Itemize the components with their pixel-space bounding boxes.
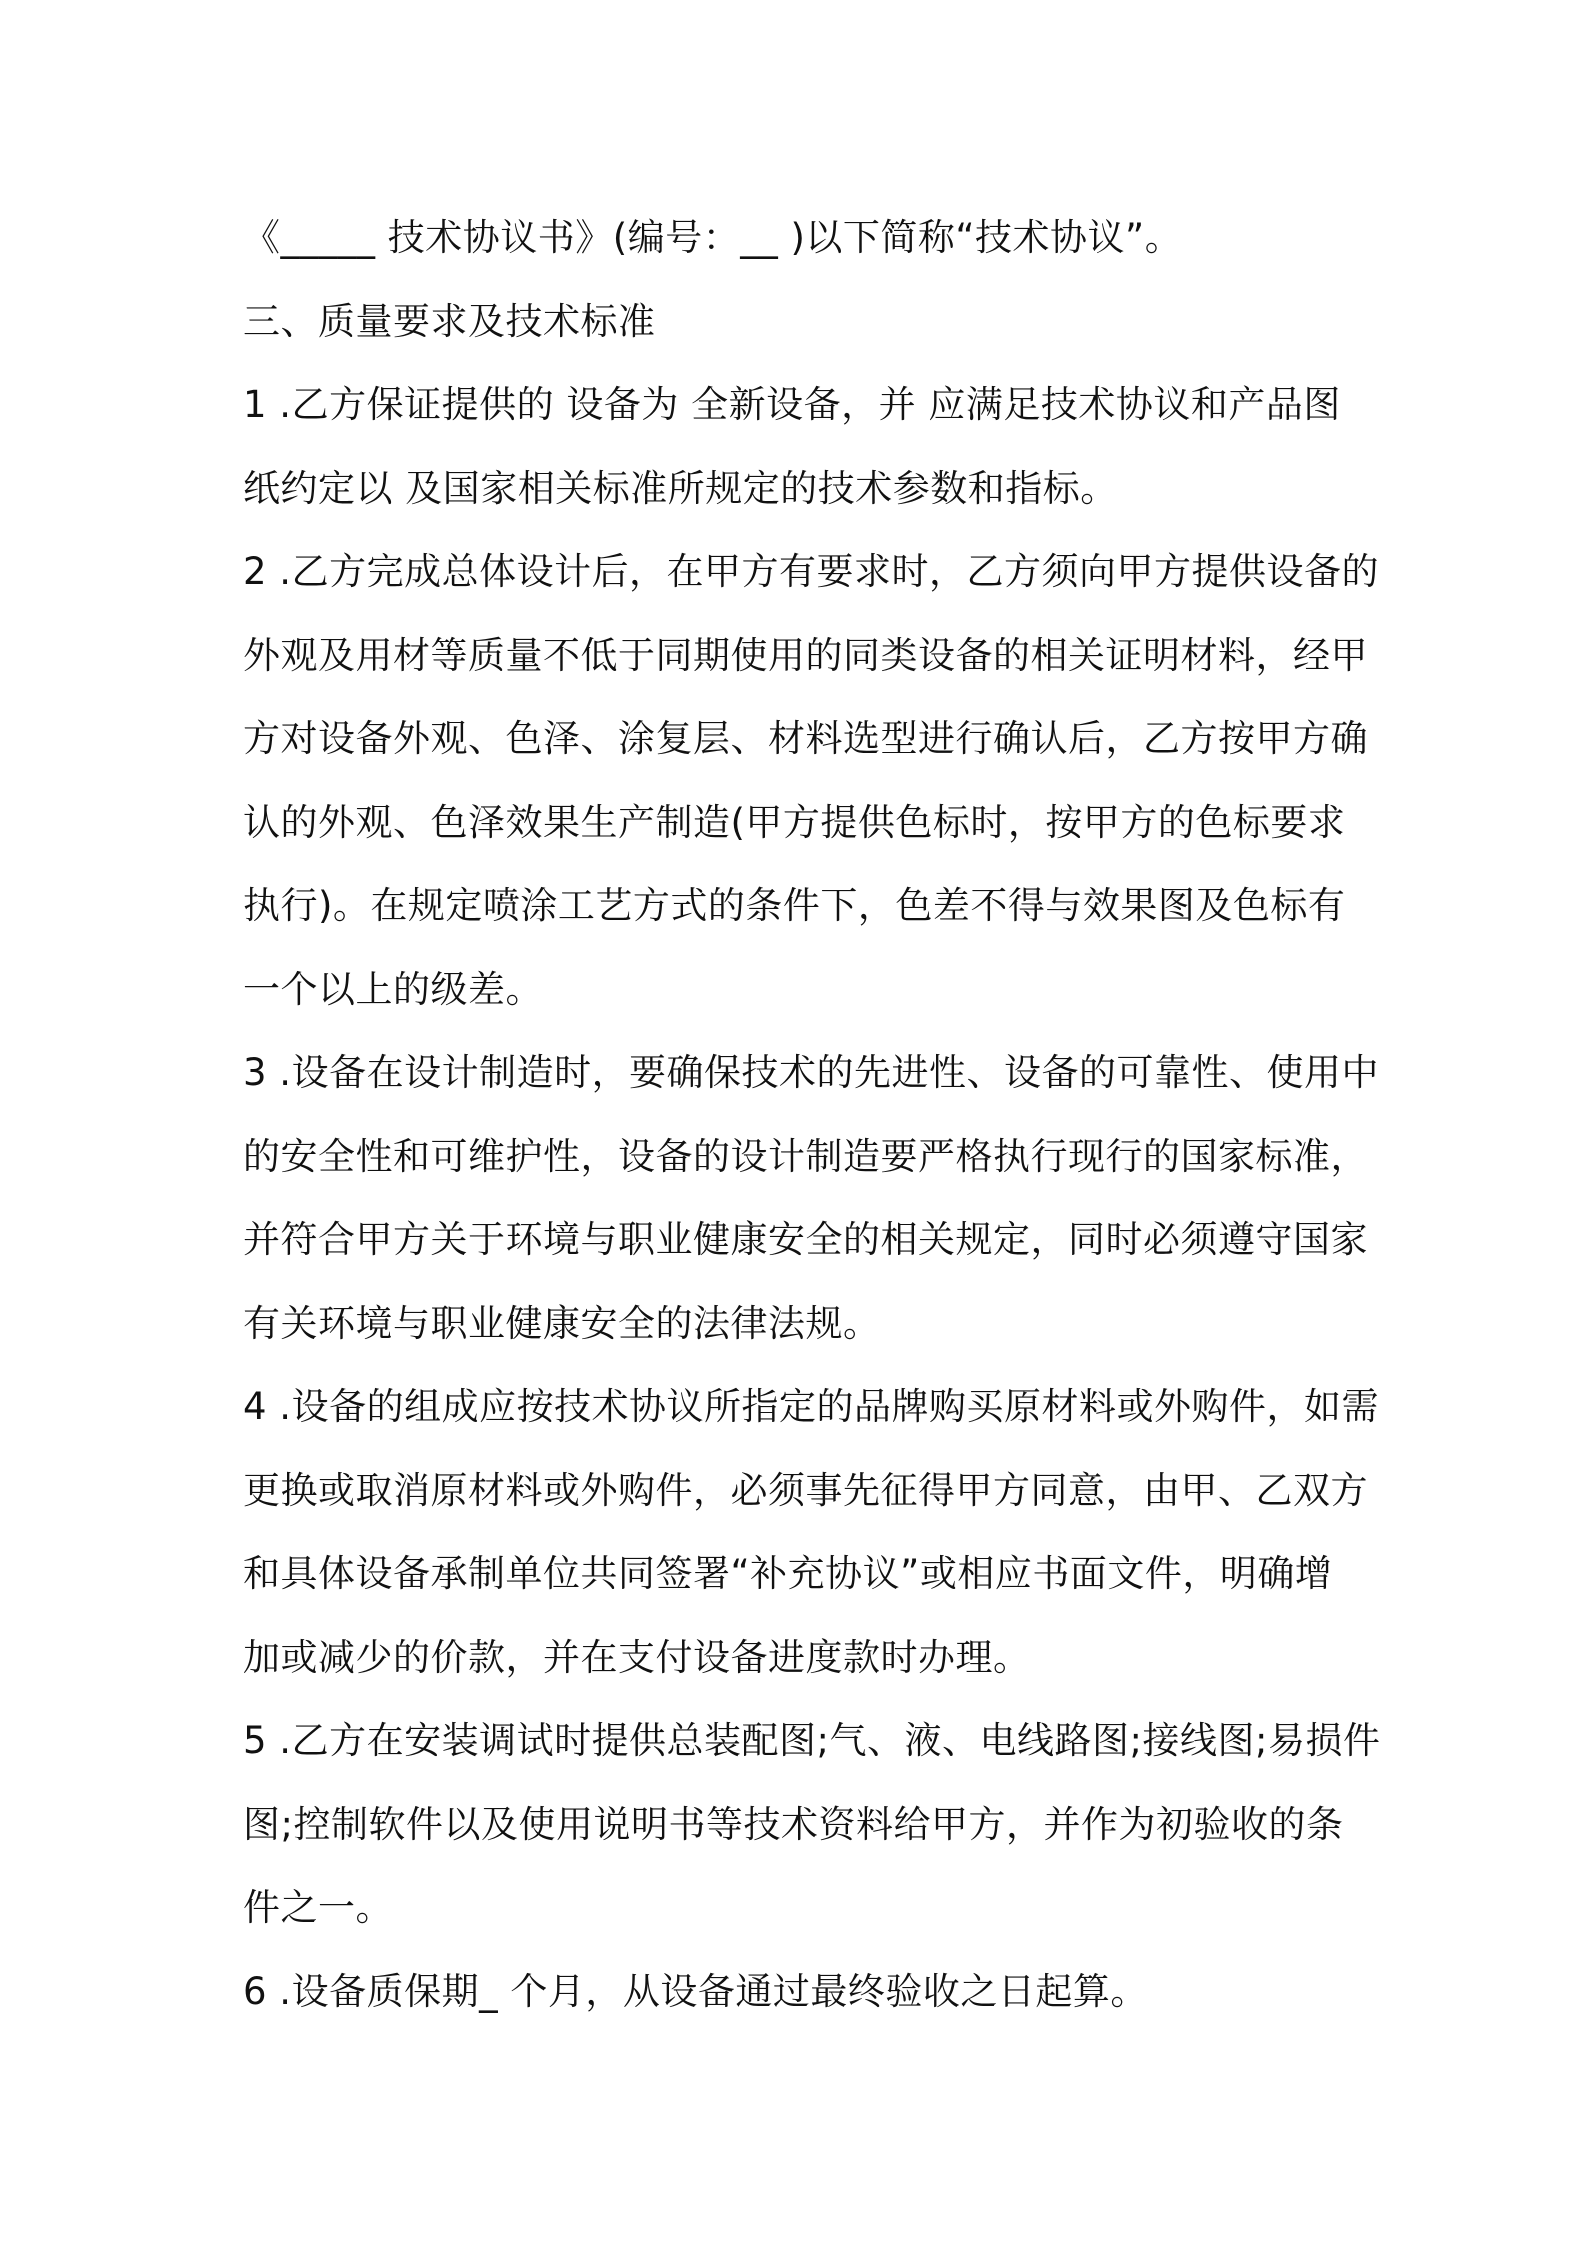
text-line-5: 2 .乙方完成总体设计后，在甲方有要求时，乙方须向甲方提供设备的 [243, 550, 1380, 593]
text-line-1: 《_____ 技术协议书》(编号：__ )以下简称“技术协议”。 [243, 216, 1183, 259]
text-line-21: 件之一。 [243, 1886, 393, 1929]
text-line-18: 加或减少的价款，并在支付设备进度款时办理。 [243, 1635, 1031, 1679]
text-line-4: 纸约定以 及国家相关标准所规定的技术参数和指标。 [243, 466, 1118, 510]
text-line-12: 的安全性和可维护性，设备的设计制造要严格执行现行的国家标准， [243, 1134, 1368, 1178]
text-line-16: 更换或取消原材料或外购件，必须事先征得甲方同意，由甲、乙双方 [243, 1468, 1368, 1512]
text-line-13: 并符合甲方关于环境与职业健康安全的相关规定，同时必须遵守国家 [243, 1218, 1368, 1261]
text-line-6: 外观及用材等质量不低于同期使用的同类设备的相关证明材料，经甲 [243, 633, 1368, 677]
text-line-9: 执行)。在规定喷涂工艺方式的条件下，色差不得与效果图及色标有 [243, 884, 1346, 927]
text-line-10: 一个以上的级差。 [243, 967, 543, 1011]
text-line-8: 认的外观、色泽效果生产制造(甲方提供色标时，按甲方的色标要求 [243, 800, 1346, 844]
section-heading: 三、质量要求及技术标准 [243, 299, 656, 343]
text-line-22: 6 .设备质保期_ 个月，从设备通过最终验收之日起算。 [243, 1969, 1148, 2013]
text-line-19: 5 .乙方在安装调试时提供总装配图;气、液、电线路图;接线图;易损件 [243, 1719, 1381, 1762]
text-line-11: 3 .设备在设计制造时，要确保技术的先进性、设备的可靠性、使用中 [243, 1051, 1380, 1094]
text-line-17: 和具体设备承制单位共同签署“补充协议”或相应书面文件，明确增 [243, 1552, 1333, 1595]
document-body [243, 196, 1381, 2033]
text-line-3: 1 .乙方保证提供的 设备为 全新设备，并 应满足技术协议和产品图 [243, 383, 1341, 426]
text-line-7: 方对设备外观、色泽、涂复层、材料选型进行确认后，乙方按甲方确 [243, 717, 1368, 760]
text-line-15: 4 .设备的组成应按技术协议所指定的品牌购买原材料或外购件，如需 [243, 1385, 1380, 1428]
text-line-20: 图;控制软件以及使用说明书等技术资料给甲方，并作为初验收的条 [243, 1802, 1344, 1846]
text-line-14: 有关环境与职业健康安全的法律法规。 [243, 1301, 881, 1345]
